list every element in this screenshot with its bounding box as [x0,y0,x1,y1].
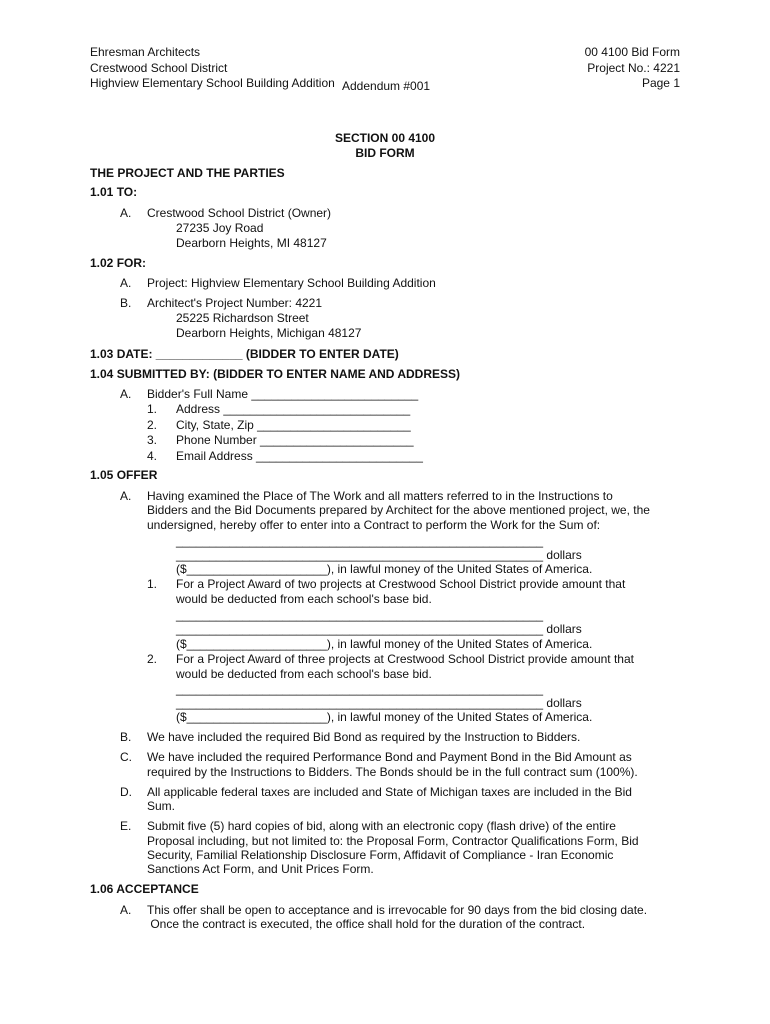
three-projects-text: For a Project Award of three projects at Crestwood School District provide amount that [176,652,634,666]
header-page-no: Page 1 [641,76,680,90]
submission-text: Security, Familial Relationship Disclosure Form, Affidavit of Compliance - Iran Economic [147,848,614,862]
item-label: B. [120,730,132,744]
taxes-text: All applicable federal taxes are included and State of Michigan taxes are included in the Bid [147,785,632,799]
section-1-03-date: 1.03 DATE: _____________ (BIDDER TO ENTER DATE) [90,347,399,361]
offer-text-line: Having examined the Place of The Work and all matters referred to in the Instructions to [147,489,613,503]
project-name: Project: Highview Elementary School Building Addition [147,276,436,290]
two-projects-text: For a Project Award of two projects at Crestwood School District provide amount that [176,577,626,591]
acceptance-text: Once the contract is executed, the office shall hold for the duration of the contract. [147,917,586,931]
header-project-no: Project No.: 4221 [587,60,680,75]
header-project: Highview Elementary School Building Addition [90,76,335,90]
page-title: BID FORM [355,146,415,160]
owner-city: Dearborn Heights, MI 48127 [176,236,327,250]
header-left [90,45,335,92]
section-1-04-heading: 1.04 SUBMITTED BY: (BIDDER TO ENTER NAME AND ADDRESS) [90,367,461,381]
three-projects-amount-figures: ($_____________________), in lawful money of the United States of America. [176,710,593,724]
offer-text-line: Bidders and the Bid Documents prepared by Architect for the above mentioned project, we, the [147,503,650,517]
two-projects-amount-figures: ($_____________________), in lawful money of the United States of America. [176,637,593,651]
submission-text: Proposal including, but not limited to: the Proposal Form, Contractor Qualifications Form, Bid [147,834,639,848]
bidder-name-field: Bidder's Full Name _________________________ [147,387,419,401]
taxes-text: Sum. [147,799,176,813]
section-1-02-heading: 1.02 FOR: [90,256,147,270]
bidder-email-field: Email Address _________________________ [176,449,423,463]
base-bid-amount-words-line: _______________________________________________________ [176,534,544,548]
owner-name: Crestwood School District (Owner) [147,206,332,220]
two-projects-dollars-line: _______________________________________________________ dollars [176,622,582,636]
header-right [585,45,680,92]
item-label: B. [120,296,132,310]
owner-street: 27235 Joy Road [176,221,264,235]
item-label: A. [120,489,132,503]
two-projects-amount-words-line: _______________________________________________________ [176,608,544,622]
bidder-city-field: City, State, Zip _______________________ [176,418,411,432]
item-number: 3. [147,433,158,447]
header-doc-id: 00 4100 Bid Form [584,45,680,59]
architect-project-number: Architect's Project Number: 4221 [147,296,323,310]
item-label: E. [120,819,132,833]
item-number: 1. [147,577,158,591]
header-owner: Crestwood School District [90,60,228,75]
item-label: A. [120,903,132,917]
acceptance-text: This offer shall be open to acceptance and is irrevocable for 90 days from the bid closing date. [147,903,648,917]
item-label: C. [120,750,132,764]
item-label: A. [120,276,132,290]
item-number: 1. [147,402,158,416]
architect-street: 25225 Richardson Street [176,311,309,325]
three-projects-amount-words-line: _______________________________________________________ [176,682,544,696]
architect-city: Dearborn Heights, Michigan 48127 [176,326,362,340]
item-number: 4. [147,449,158,463]
performance-bond-text: We have included the required Performance Bond and Payment Bond in the Bid Amount as [147,750,632,764]
section-1-01-heading: 1.01 TO: [90,185,138,199]
header-addendum: Addendum #001 [342,79,431,93]
bidder-phone-field: Phone Number _______________________ [176,433,414,447]
submission-text: Sanctions Act Form, and Unit Prices Form. [147,862,374,876]
section-1-05-heading: 1.05 OFFER [90,468,158,482]
item-label: A. [120,387,132,401]
bid-bond-text: We have included the required Bid Bond as required by the Instruction to Bidders. [147,730,581,744]
base-bid-amount-figures: ($_____________________), in lawful money of the United States of America. [176,562,593,576]
item-number: 2. [147,652,158,666]
two-projects-text: would be deducted from each school's base bid. [176,592,432,606]
bidder-address-field: Address ____________________________ [176,402,411,416]
header-firm: Ehresman Architects [90,45,201,59]
performance-bond-text: required by the Instructions to Bidders. The Bonds should be in the full contract sum (100%). [147,765,638,779]
section-1-06-heading: 1.06 ACCEPTANCE [90,882,199,896]
three-projects-text: would be deducted from each school's base bid. [176,667,432,681]
submission-text: Submit five (5) hard copies of bid, along with an electronic copy (flash drive) of the entire [147,819,616,833]
item-label: A. [120,206,132,220]
section-number: SECTION 00 4100 [334,131,436,145]
item-label: D. [120,785,132,799]
base-bid-dollars-line: _______________________________________________________ dollars [176,548,582,562]
three-projects-dollars-line: _______________________________________________________ dollars [176,696,582,710]
offer-text-line: undersigned, hereby offer to enter into a Contract to perform the Work for the Sum of: [147,518,601,532]
item-number: 2. [147,418,158,432]
parties-heading: THE PROJECT AND THE PARTIES [90,166,285,180]
